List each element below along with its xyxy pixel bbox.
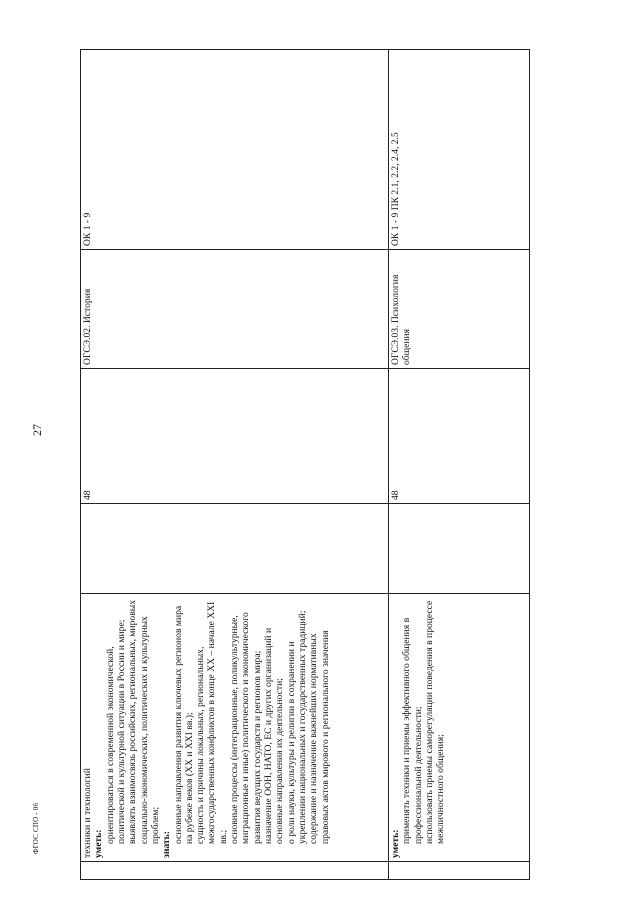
index-cell [389,862,530,880]
knowledge-item: назначение ООН, НАТО, ЕС и других организаций и основные направления их деятельности; [263,627,286,844]
knowledge-item: содержание и назначение важнейших нормативных правовых актов мирового и регионального значения [308,630,331,844]
knowledge-label: знать: [161,831,173,858]
empty-cell [81,504,389,594]
skills-label: уметь: [93,829,105,858]
knowledge-item: о роли науки, культуры и религии в сохранении и укреплении национальных и государственных традиций; [285,610,308,844]
skill-item: выявлять взаимосвязь российских, региональных, мировых социально-экономических, политических и культурных проблем; [127,600,161,844]
hours-cell: 48 [389,369,530,504]
requirements-cell [81,594,389,862]
table-row [389,50,530,880]
requirements-cell [389,594,530,862]
skill-item: применять техники и приемы эффективного общения в профессиональной деятельности; [401,617,424,844]
knowledge-item: сущность и причины локальных, региональных, межгосударственных конфликтов в конце XX – начале XXI вв.; [195,601,229,844]
competencies-cell: ОК 1 - 9 [81,50,389,250]
skill-item: использовать приемы саморегуляции поведения в процессе межличностного общения; [423,600,447,844]
hours-cell: 48 [81,369,389,504]
index-cell [81,862,389,880]
skill-item: ориентироваться в современной экономической, политической и культурной ситуации в России и мире; [104,619,127,844]
empty-cell [389,504,530,594]
continued-text: техники и технологий [82,768,93,858]
discipline-cell: ОГСЭ.02. История [81,250,389,369]
table-row [81,50,389,880]
knowledge-item: основные процессы (интеграционные, поликультурные, миграционные и иные) политического и экономического развития ведущих государств и регионов мира; [229,612,263,844]
knowledge-item: основные направления развития ключевых регионов мира на рубеже веков (XX и XXI вв.); [172,605,195,844]
page-number: 27 [30,424,44,436]
competencies-cell: ОК 1 - 9 ПК 2.1, 2.2, 2.4, 2.5 [389,50,530,250]
discipline-cell: ОГСЭ.03. Психология общения [389,250,530,369]
rotated-table-container [80,50,530,880]
footer-code: ФГОС СПО - 06 [32,802,40,854]
curriculum-table [80,49,530,880]
skills-label: уметь: [390,829,401,858]
